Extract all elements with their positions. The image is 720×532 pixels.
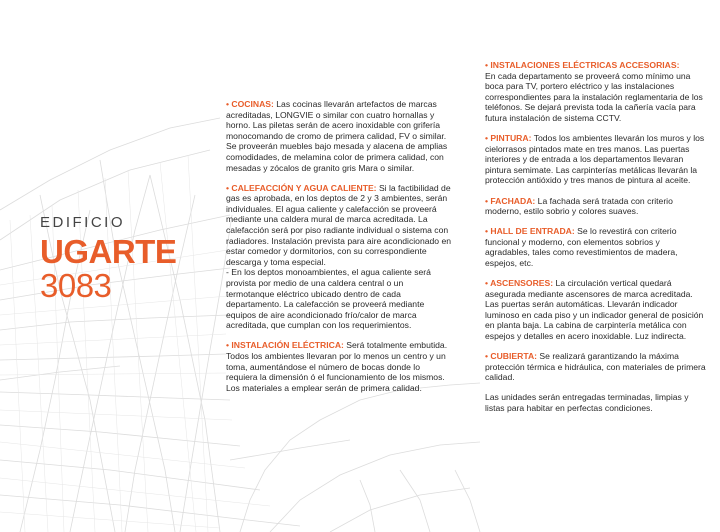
spec-heading: • CALEFACCIÓN Y AGUA CALIENTE: — [226, 182, 377, 193]
spec-section-accesorias — [485, 60, 707, 124]
spec-heading: • INSTALACIÓN ELÉCTRICA: — [226, 340, 344, 351]
spec-heading: • ASCENSORES: — [485, 278, 554, 289]
spec-section-fachada — [485, 196, 707, 217]
specs-column-left — [226, 99, 452, 403]
closing-note-text: Las unidades serán entregadas terminadas, limpias y listas para habitar en perfectas condiciones. — [485, 392, 689, 414]
spec-section-cubierta — [485, 351, 707, 383]
spec-body: En cada departamento se proveerá como mínimo una boca para TV, portero eléctrico y las instalaciones correspondientes para la instalación reglamentaria de los teléfonos. Se dejará prevista toda la cañería vacía para futura instalación de sistema CCTV. — [485, 70, 703, 123]
spec-section-ascensores — [485, 278, 707, 342]
spec-heading: • INSTALACIONES ELÉCTRICAS ACCESORIAS: — [485, 60, 680, 70]
spec-section-instalacion-electrica — [226, 340, 452, 393]
spec-section-cocinas — [226, 99, 452, 173]
spec-section-hall — [485, 226, 707, 268]
spec-body: Todos los ambientes llevarán los muros y los cielorrasos pintados mate en tres manos. Las puertas interiores y de entrada a los departamentos llevaran pintura semimate. Las carpinterías metálicas llevarán la protección antióxido y tres manos de pintura al aceite. — [485, 133, 705, 186]
spec-heading: • COCINAS: — [226, 99, 274, 109]
spec-body-continued: - En los deptos monoambientes, el agua caliente será provista por medio de una caldera central o un termotanque eléctrico ubicado dentro de cada departamento. La calefacción se proveerá mediante equipos de aire acondicionado frío/calor de marca acreditada, que cumplan con los requerimientos. — [226, 267, 431, 331]
spec-body: La fachada será tratada con criterio moderno, estilo sobrio y colores suaves. — [485, 195, 673, 217]
title-kicker: EDIFICIO — [40, 214, 126, 231]
spec-body: La circulación vertical quedará asegurada mediante ascensores de marca acreditada. Las puertas serán automáticas. Llevarán indicador luminoso en cada piso y un indicador general de posición en planta baja. La cabina de carpintería metálica con espejos y detalles en acero inoxidable. Luz indirecta. — [485, 278, 704, 342]
spec-body: Será totalmente embutida. Todos los ambientes llevaran por lo menos un centro y un toma, aumentándose el número de bocas donde lo requiera la dimensión ó el funcionamiento de los mismos. Los materiales a emplear serán de primera calidad. — [226, 340, 448, 393]
spec-heading: • FACHADA: — [485, 195, 536, 206]
spec-body: Las cocinas llevarán artefactos de marcas acreditadas, LONGVIE o similar con cuatro hornallas y horno. Las piletas serán de acero inoxidable con grifería monocomando de cromo de primera calidad, FV o similar. Se proveerán muebles bajo mesada y alacena de amplias comodidades, de melamina color de primera calidad, con mesadas y zócalos de granito gris Mara o similar. — [226, 99, 448, 173]
closing-note — [485, 392, 707, 413]
building-name: UGARTE — [40, 233, 177, 270]
spec-heading: • CUBIERTA: — [485, 351, 538, 362]
spec-section-calefaccion — [226, 183, 452, 331]
spec-body: Se realizará garantizando la máxima protección térmica e hidráulica, con materiales de primera calidad. — [485, 351, 706, 383]
spec-heading: • HALL DE ENTRADA: — [485, 226, 575, 237]
building-title — [40, 214, 176, 303]
specs-column-right — [485, 60, 707, 423]
spec-heading: • PINTURA: — [485, 133, 532, 144]
building-number: 3083 — [40, 267, 112, 304]
spec-section-pintura — [485, 133, 707, 186]
spec-body: Se lo revestirá con criterio funcional y moderno, con elementos sobrios y agradables, tales como revestimientos de madera, espejos, etc. — [485, 226, 678, 268]
spec-body: Si la factibilidad de gas es aprobada, en los deptos de 2 y 3 ambientes, serán individuales. El agua caliente y calefacción se proveerá mediante una caldera mural de marca acreditada. La calefacción será por piso radiante individual o sistema con radiadores. Instalación prevista para aire acondicionado en estar comedor y dormitorios, con su correspondiente descarga y toma especial. — [226, 182, 452, 267]
